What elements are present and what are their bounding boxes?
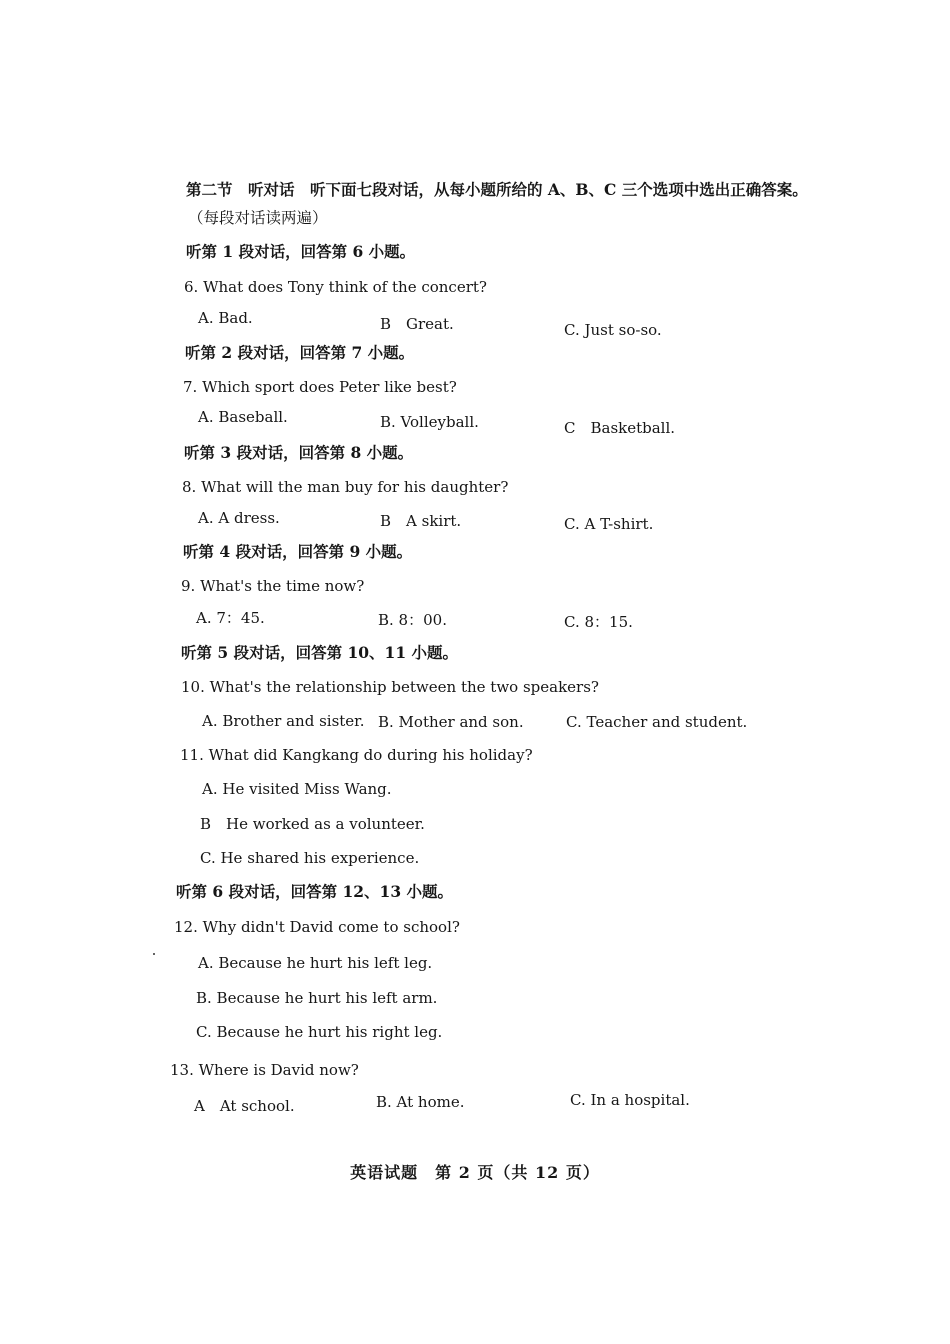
speck-mark <box>153 953 155 955</box>
question-12: 12. Why didn't David come to school? <box>174 918 460 936</box>
question-10-option-b: B. Mother and son. <box>378 713 524 731</box>
dialogue-2-instruction: 听第 2 段对话，回答第 7 小题。 <box>185 343 415 362</box>
question-10-option-a: A. Brother and sister. <box>202 712 365 730</box>
question-6-option-c: C. Just so-so. <box>564 321 662 339</box>
question-7: 7. Which sport does Peter like best? <box>183 378 457 396</box>
dialogue-3-instruction: 听第 3 段对话，回答第 8 小题。 <box>184 443 414 462</box>
section-header-note: （每段对话读两遍） <box>188 209 328 227</box>
question-13-option-b: B. At home. <box>376 1093 465 1111</box>
question-13-option-c: C. In a hospital. <box>570 1091 690 1109</box>
question-13: 13. Where is David now? <box>170 1061 359 1079</box>
question-12-option-a: A. Because he hurt his left leg. <box>198 954 433 972</box>
question-8: 8. What will the man buy for his daughter? <box>182 478 509 496</box>
dialogue-5-instruction: 听第 5 段对话，回答第 10、11 小题。 <box>181 643 459 662</box>
question-11-option-c: C. He shared his experience. <box>200 849 420 867</box>
question-12-option-b: B. Because he hurt his left arm. <box>196 989 438 1007</box>
question-9-option-c: C. 8：15. <box>564 613 633 631</box>
question-8-option-a: A. A dress. <box>198 509 280 527</box>
question-13-option-a: A At school. <box>194 1097 295 1115</box>
question-8-option-b: B A skirt. <box>380 512 462 530</box>
page-footer: 英语试题 第 2 页（共 12 页） <box>350 1163 600 1182</box>
section-header: 第二节 听对话 听下面七段对话，从每小题所给的 A、B、C 三个选项中选出正确答案。 <box>186 180 808 199</box>
question-9: 9. What's the time now? <box>181 577 365 595</box>
question-6-option-a: A. Bad. <box>198 309 253 327</box>
question-8-option-c: C. A T-shirt. <box>564 515 654 533</box>
dialogue-4-instruction: 听第 4 段对话，回答第 9 小题。 <box>183 542 413 561</box>
question-11-option-b: B He worked as a volunteer. <box>200 815 425 833</box>
question-7-option-a: A. Baseball. <box>198 408 288 426</box>
dialogue-6-instruction: 听第 6 段对话，回答第 12、13 小题。 <box>176 882 454 901</box>
question-6: 6. What does Tony think of the concert? <box>184 278 487 296</box>
question-10: 10. What's the relationship between the two speakers? <box>181 678 599 696</box>
question-6-option-b: B Great. <box>380 315 454 333</box>
dialogue-1-instruction: 听第 1 段对话，回答第 6 小题。 <box>186 242 416 261</box>
question-11: 11. What did Kangkang do during his holiday? <box>180 746 533 764</box>
question-10-option-c: C. Teacher and student. <box>566 713 748 731</box>
question-9-option-a: A. 7：45. <box>196 609 265 627</box>
question-12-option-c: C. Because he hurt his right leg. <box>196 1023 443 1041</box>
question-11-option-a: A. He visited Miss Wang. <box>202 780 392 798</box>
question-9-option-b: B. 8：00. <box>378 611 447 629</box>
question-7-option-c: C Basketball. <box>564 419 676 437</box>
question-7-option-b: B. Volleyball. <box>380 413 479 431</box>
